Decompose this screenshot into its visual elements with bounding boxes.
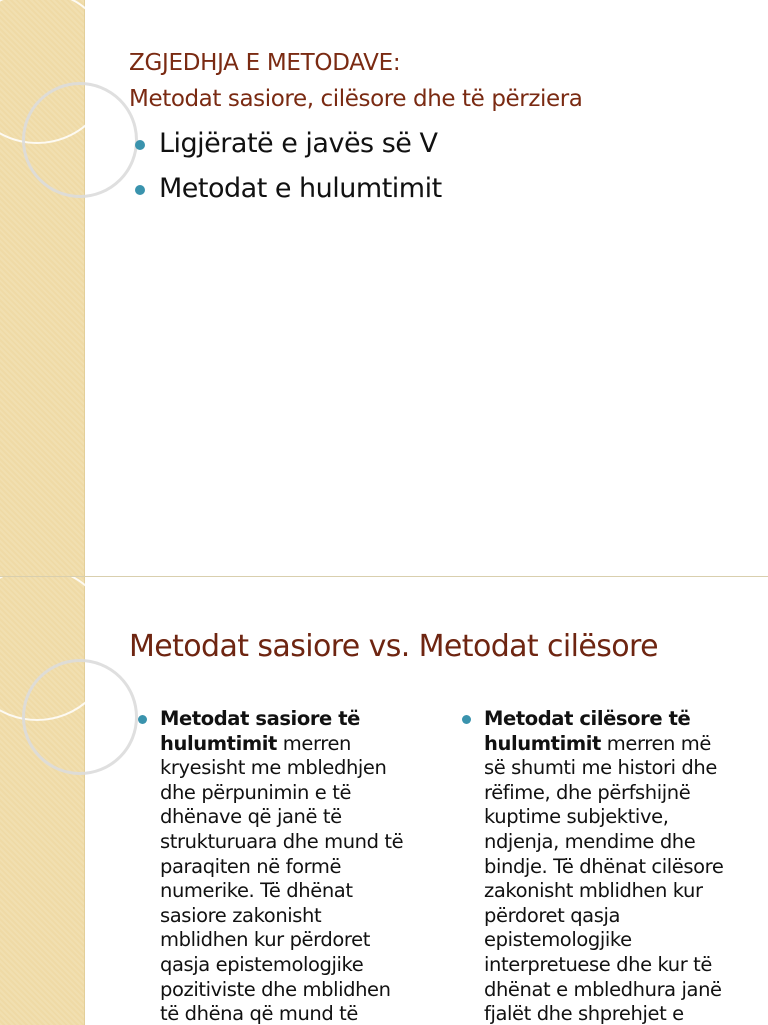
bullet-dot-icon	[138, 715, 147, 724]
bullet-body-text: merren më së shumti me histori dhe rëfime, dhe përfshijnë kuptime subjektive, ndjenja, mendime dhe bindje. Të dhënat cilësore zakonisht mblidhen kur përdoret qasja epistemologjike interpretuese dhe kur të dhënat e mbledhura janë fjalët dhe shprehjet e	[484, 731, 724, 1025]
slide-1-title: ZGJEDHJA E METODAVE:	[129, 50, 401, 76]
slide-2-title: Metodat sasiore vs. Metodat cilësore	[129, 629, 658, 664]
bullet-bold-term: Metodat cilësore të hulumtimit	[484, 707, 691, 755]
bullet-dot-icon	[135, 185, 145, 195]
bullet-item	[462, 707, 730, 1025]
bullet-item	[135, 128, 442, 173]
bullet-dot-icon	[135, 140, 145, 150]
bullet-item	[138, 707, 406, 1025]
slide-2	[0, 576, 768, 1025]
bullet-paragraph	[160, 707, 406, 1025]
bullet-bold-term: Metodat sasiore të hulumtimit	[160, 707, 361, 755]
decorative-ring	[22, 659, 138, 775]
quantitative-column	[138, 707, 406, 1025]
bullet-text: Metodat e hulumtimit	[159, 173, 442, 204]
bullet-text: Ligjëratë e javës së V	[159, 128, 438, 159]
bullet-body-text: merren kryesisht me mbledhjen dhe përpunimin e të dhënave që janë të strukturuara dhe mund të paraqiten në formë numerike. Të dhënat sasiore zakonisht mblidhen kur përdoret qasja epistemologjike pozitiviste dhe mblidhen të dhëna që mund të	[160, 731, 404, 1025]
decorative-side-band	[0, 0, 85, 576]
bullet-dot-icon	[462, 715, 471, 724]
bullet-paragraph	[484, 707, 730, 1025]
slide-1-bullet-list	[135, 128, 442, 218]
decorative-ring	[22, 82, 138, 198]
slide-1-subtitle: Metodat sasiore, cilësore dhe të përziera	[129, 86, 583, 112]
bullet-item	[135, 173, 442, 218]
qualitative-column	[462, 707, 730, 1025]
decorative-side-band	[0, 577, 85, 1025]
